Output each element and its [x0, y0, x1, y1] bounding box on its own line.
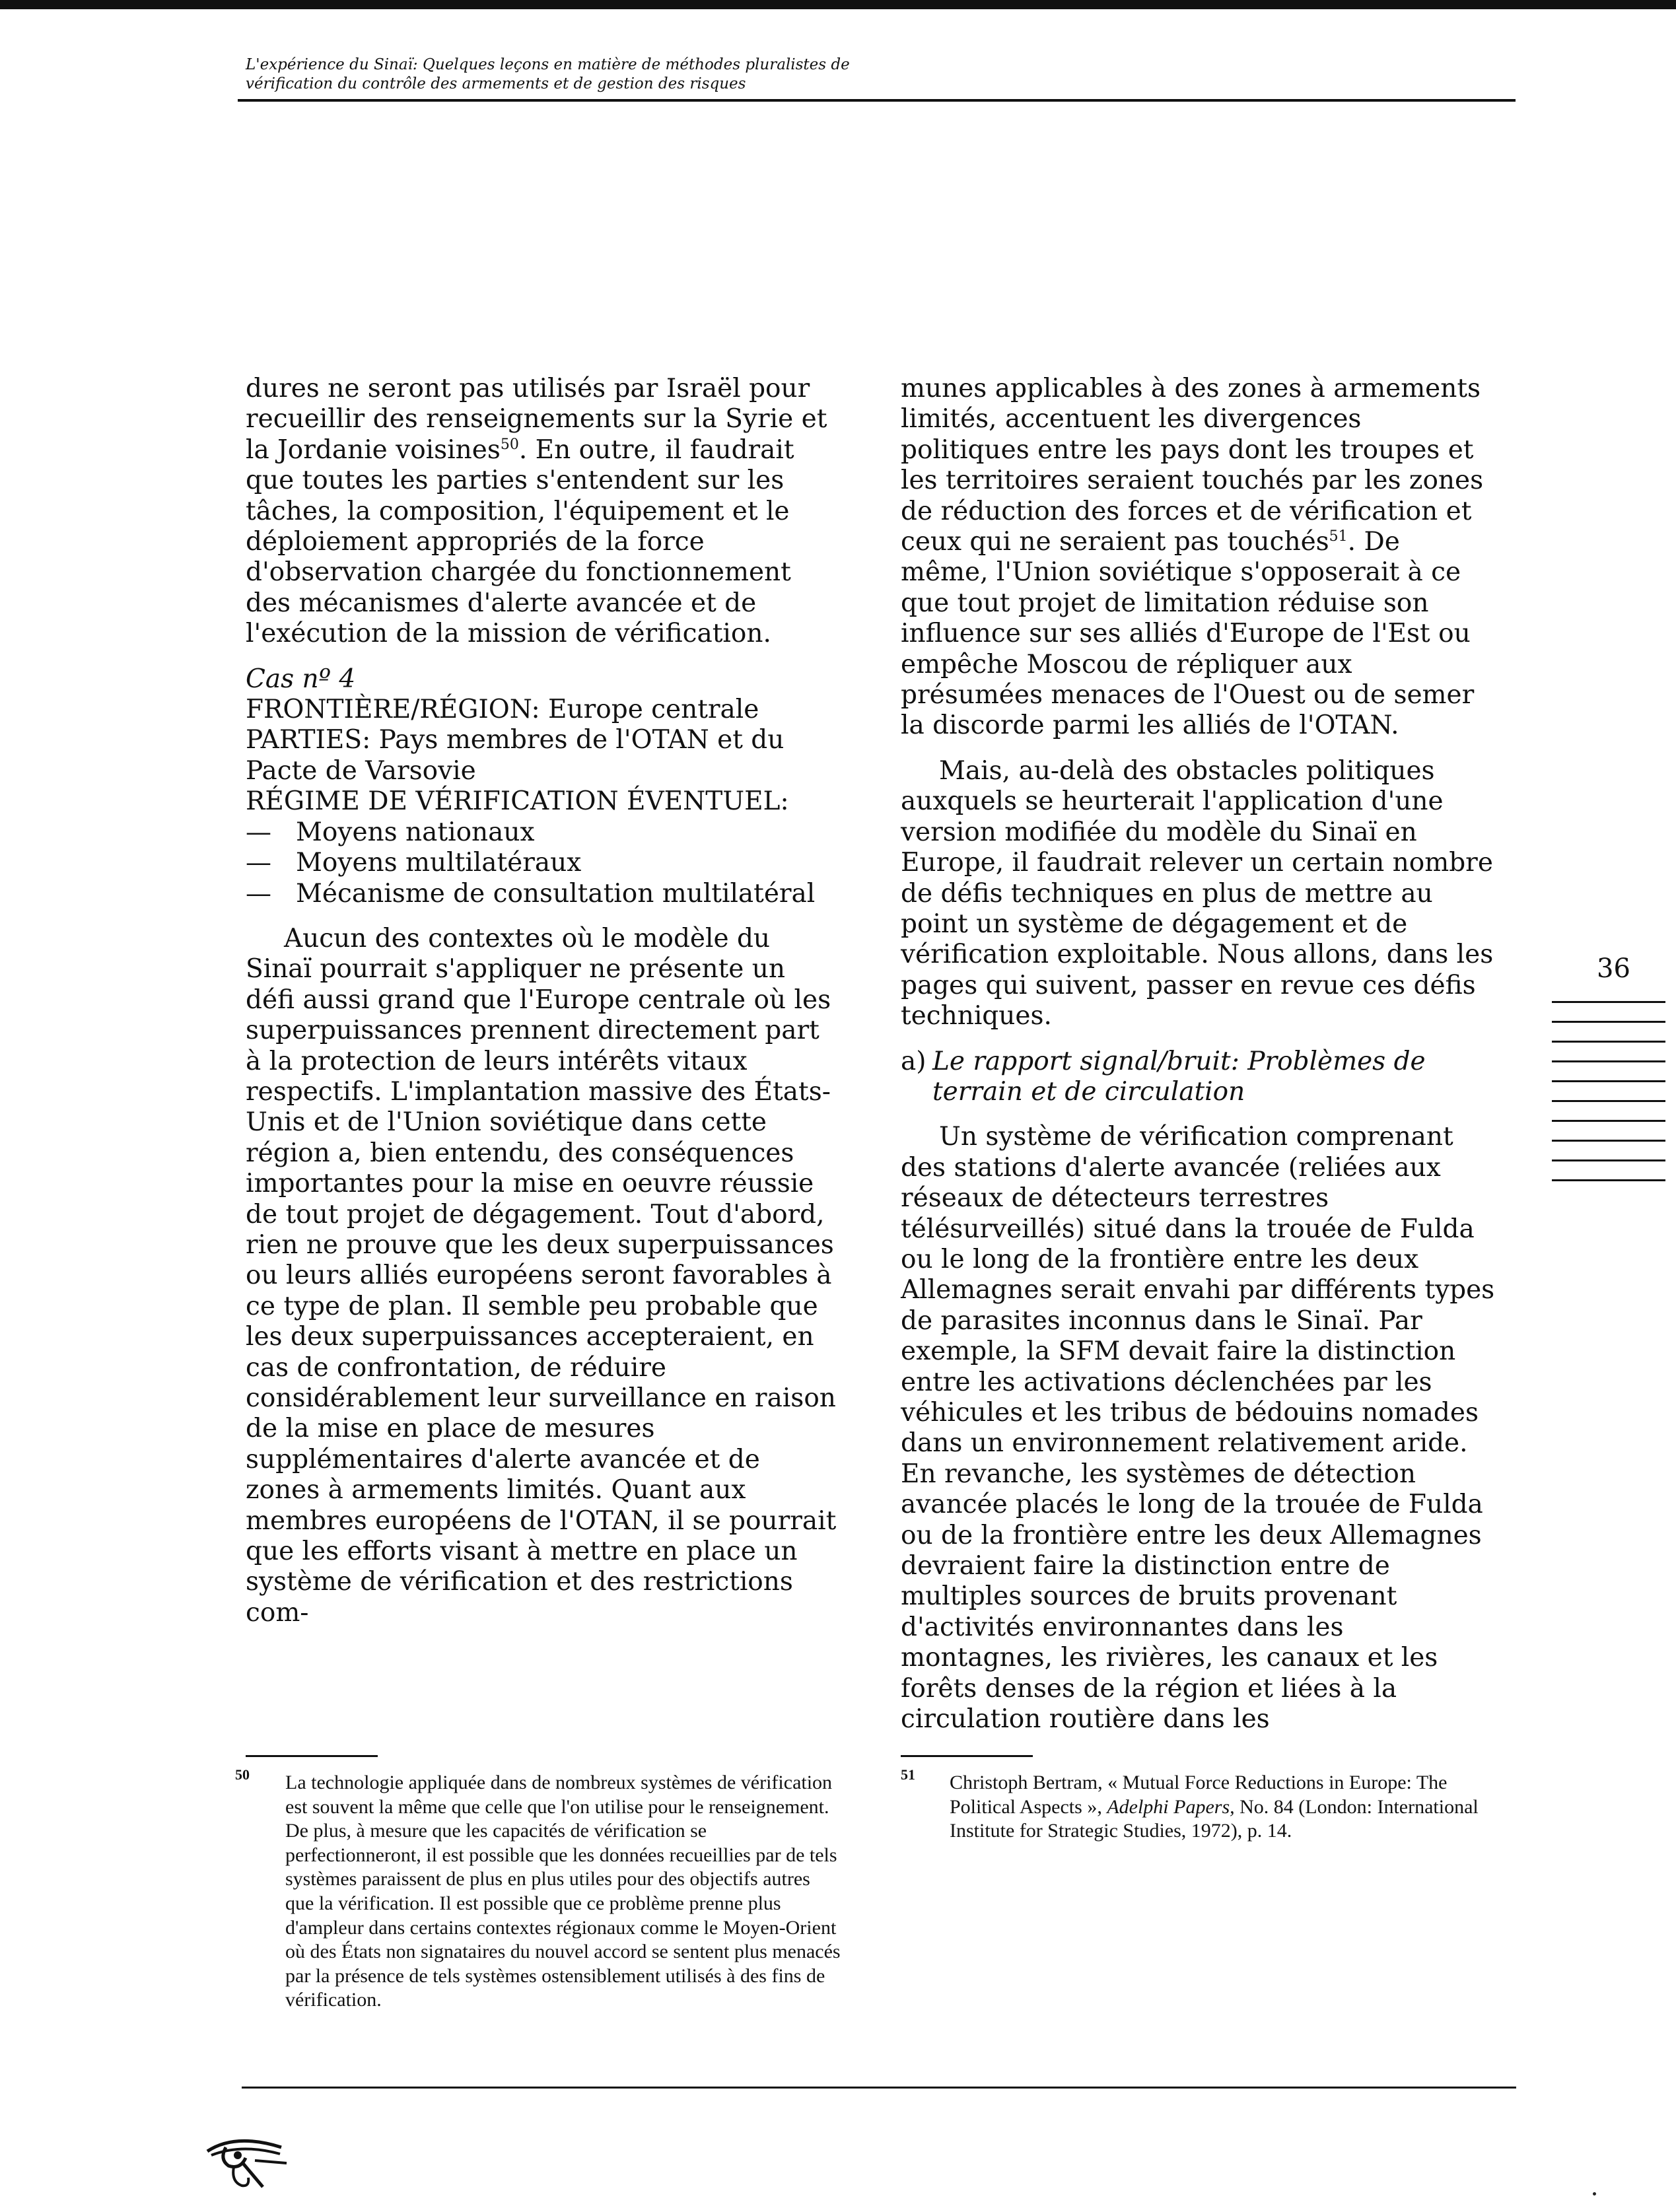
right-column: [901, 374, 1495, 1735]
margin-tick: [1552, 1159, 1665, 1161]
list-item: — Mécanisme de consultation multilatéral: [246, 878, 816, 909]
page-number: 36: [1597, 953, 1630, 984]
header-line-1: L'expérience du Sinaï: Quelques leçons en matière de méthodes pluralistes de: [246, 56, 850, 73]
footnote-ref-51[interactable]: 51: [1329, 528, 1348, 545]
footnote-text: Christoph Bertram, « Mutual Force Reductions in Europe: The Political Aspects », Adelphi Papers, No. 84 (London: International Institute for Strategic Studies, 1972), p. 14.: [950, 1772, 1479, 1842]
subheading-label: a): [901, 1046, 926, 1076]
eye-logo-icon: [202, 2129, 292, 2192]
footnote-text: La technologie appliquée dans de nombreux systèmes de vérification est souvent la même que celle que l'on utilise pour le renseignement. De plus, à mesure que les capacités de vérification se perfectionneront, il est possible que les données recueillies par de tels systèmes paraissent de plus en plus utiles pour des objectifs autres que la vérification. Il est possible que ce problème prenne plus d'ampleur dans certains contextes régionaux comme le Moyen-Orient où des États non signataires du nouvel accord se sentent plus menacés par la présence de tels systèmes ostensiblement utilisés à des fins de vérification.: [285, 1772, 841, 2011]
paragraph: Mais, au-delà des obstacles politiques auxquels se heurterait l'application d'une version modifiée du modèle du Sinaï en Europe, il faudrait relever un certain nombre de défis techniques en plus de mettre au point un système de dégagement et de vérification exploitable. Nous allons, dans les pages qui suivent, passer en revue ces défis techniques.: [901, 755, 1494, 1031]
footnote-50: [235, 1766, 843, 2013]
subheading-title: Le rapport signal/bruit: Problèmes de terrain et de circulation: [932, 1046, 1426, 1107]
footer-rule: [242, 2087, 1516, 2089]
margin-tick: [1552, 1080, 1665, 1082]
subheading: [901, 1047, 1495, 1108]
header-line-2: vérification du contrôle des armements et de gestion des risques: [246, 75, 746, 92]
footnote-number: 50: [235, 1766, 250, 1783]
margin-tick: [1552, 1060, 1665, 1062]
paragraph: Un système de vérification comprenant des stations d'alerte avancée (reliées aux réseaux de détecteurs terrestres télésurveillés) situé dans la trouée de Fulda ou le long de la frontière entre les deux Allemagnes serait envahi par différents types de parasites inconnus dans le Sinaï. Par exemple, la SFM devait faire la distinction entre les activations déclenchées par les véhicules et les tribus de bédouins nomades dans un environnement relativement aride. En revanche, les systèmes de détection avancée placés le long de la trouée de Fulda ou de la frontière entre les deux Allemagnes devraient faire la distinction entre de multiples sources de bruits provenant d'activités environnantes dans les montagnes, les rivières, les canaux et les forêts denses de la région et liées à la circulation routière dans les: [901, 1122, 1495, 1735]
left-column: [246, 374, 840, 1628]
margin-tick: [1552, 1021, 1665, 1023]
case-title: Cas nº 4: [246, 664, 356, 694]
case-frontier: FRONTIÈRE/RÉGION: Europe centrale: [246, 695, 759, 725]
paragraph: Aucun des contextes où le modèle du Sinaï pourrait s'appliquer ne présente un défi aussi grand que l'Europe centrale où les superpuissances prennent directement part à la protection de leurs intérêts vitaux respectifs. L'implantation massive des États-Unis et de l'Union soviétique dans cette région a, bien entendu, des conséquences importantes pour la mise en oeuvre réussie de tout projet de dégagement. Tout d'abord, rien ne prouve que les deux superpuissances ou leurs alliés européens seront favorables à ce type de plan. Il semble peu probable que les deux superpuissances accepteraient, en cas de confrontation, de réduire considérablement leur surveillance en raison de la mise en place de mesures supplémentaires d'alerte avancée et de zones à armements limités. Quant aux membres européens de l'OTAN, il se pourrait que les efforts visant à mettre en place un système de vérification et des restrictions com-: [246, 923, 837, 1628]
scan-speck: [1593, 2192, 1596, 2195]
footnote-number: 51: [901, 1766, 915, 1783]
paragraph: dures ne seront pas utilisés par Israël pour recueillir des renseignements sur la Syrie et la Jordanie voisines$^{50}$. En outre, il faudrait que toutes les parties s'entendent sur les tâches, la composition, l'équipement et le déploiement appropriés de la force d'observation chargée du fonctionnement des mécanismes d'alerte avancée et de l'exécution de la mission de vérification.: [246, 374, 827, 649]
header-rule: [238, 99, 1516, 102]
footnote-rule: [901, 1755, 1033, 1757]
margin-tick: [1552, 1140, 1665, 1142]
list-item: — Moyens nationaux: [246, 817, 535, 847]
footnote-rule: [246, 1755, 378, 1757]
margin-tick: [1552, 1120, 1665, 1122]
paragraph: munes applicables à des zones à armements limités, accentuent les divergences politiques entre les pays dont les troupes et les territoires seraient touchés par les zones de réduction des forces et de vérification et ceux qui ne seraient pas touchés$^{51}$. De même, l'Union soviétique s'opposerait à ce que tout projet de limitation réduise son influence sur ses alliés d'Europe de l'Est ou empêche Moscou de répliquer aux présumées menaces de l'Ouest ou de semer la discorde parmi les alliés de l'OTAN.: [901, 374, 1484, 741]
footnote-ref-50[interactable]: 50: [500, 436, 519, 453]
list-item: — Moyens multilatéraux: [246, 848, 582, 878]
footnote-51: [901, 1766, 1491, 1844]
case-parties: PARTIES: Pays membres de l'OTAN et du Pacte de Varsovie: [246, 725, 785, 786]
case-regime: RÉGIME DE VÉRIFICATION ÉVENTUEL:: [246, 786, 789, 817]
margin-tick: [1552, 1001, 1665, 1003]
running-header: [246, 55, 1514, 94]
margin-tick: [1552, 1100, 1665, 1102]
top-edge-bar: [0, 0, 1676, 9]
margin-tick: [1552, 1179, 1665, 1181]
margin-tick: [1552, 1041, 1665, 1043]
